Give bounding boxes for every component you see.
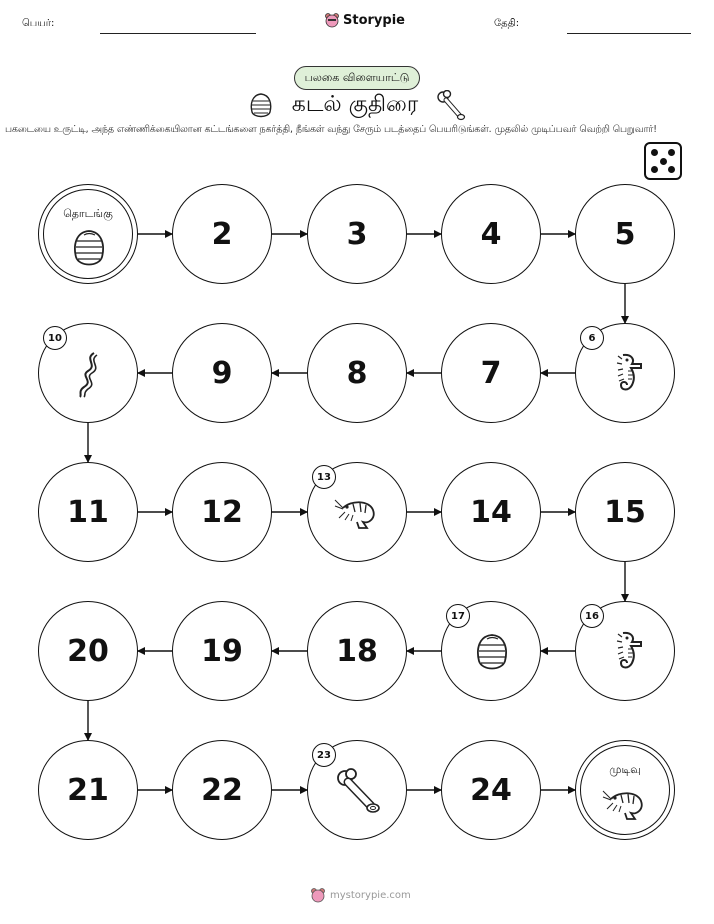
cell-number: 22 bbox=[201, 772, 243, 808]
cell-number: 8 bbox=[346, 355, 368, 391]
board-cell-18[interactable] bbox=[307, 601, 407, 701]
cell-number: 18 bbox=[336, 633, 378, 669]
board-cell-5[interactable] bbox=[575, 184, 675, 284]
finish-label: முடிவு bbox=[609, 763, 641, 776]
date-label: தேதி: bbox=[494, 18, 520, 29]
page-title: கடல் குதிரை bbox=[291, 92, 419, 117]
cell-number: 15 bbox=[604, 494, 646, 530]
cell-number: 24 bbox=[470, 772, 512, 808]
cell-number-badge: 17 bbox=[446, 604, 470, 628]
footer bbox=[310, 887, 411, 903]
bone-icon bbox=[333, 766, 383, 816]
cell-number: 7 bbox=[480, 355, 502, 391]
board-cell-9[interactable] bbox=[172, 323, 272, 423]
cell-number: 4 bbox=[480, 216, 502, 252]
cell-number-badge: 13 bbox=[312, 465, 336, 489]
board-cell-4[interactable] bbox=[441, 184, 541, 284]
board-cell-11[interactable] bbox=[38, 462, 138, 562]
cell-number-badge: 6 bbox=[580, 326, 604, 350]
cell-number: 3 bbox=[346, 216, 368, 252]
cell-number: 21 bbox=[67, 772, 109, 808]
board-cell-17[interactable] bbox=[441, 601, 541, 701]
finish-cell[interactable] bbox=[575, 740, 675, 840]
seahorse-icon bbox=[601, 349, 651, 399]
start-cell[interactable] bbox=[38, 184, 138, 284]
board-cell-16[interactable] bbox=[575, 601, 675, 701]
cell-number: 12 bbox=[201, 494, 243, 530]
shrimp-icon bbox=[333, 488, 383, 538]
shell-icon bbox=[467, 627, 517, 677]
board-cell-2[interactable] bbox=[172, 184, 272, 284]
footer-url: mystorypie.com bbox=[330, 889, 411, 901]
cell-number-badge: 23 bbox=[312, 743, 336, 767]
board-cell-19[interactable] bbox=[172, 601, 272, 701]
board-cell-6[interactable] bbox=[575, 323, 675, 423]
brand-name: Storypie bbox=[343, 12, 405, 28]
cell-number: 5 bbox=[614, 216, 636, 252]
cell-number: 2 bbox=[211, 216, 233, 252]
instructions: பகடையை உருட்டி, அந்த எண்ணிக்கையிலான கட்டங்களை நகர்த்தி, நீங்கள் வந்து சேரும் படத்தைப் பெயரிடுங்கள். முதலில் முடிப்பவர் வெற்றி பெறுவார்! bbox=[5, 124, 658, 135]
board-cell-22[interactable] bbox=[172, 740, 272, 840]
cell-number-badge: 16 bbox=[580, 604, 604, 628]
shell-icon bbox=[64, 223, 114, 273]
bear-icon bbox=[310, 887, 326, 903]
cell-number: 20 bbox=[67, 633, 109, 669]
cell-number: 19 bbox=[201, 633, 243, 669]
board-cell-24[interactable] bbox=[441, 740, 541, 840]
start-label: தொடங்கு bbox=[63, 207, 113, 220]
board-cell-8[interactable] bbox=[307, 323, 407, 423]
seahorse-icon bbox=[601, 627, 651, 677]
board-cell-21[interactable] bbox=[38, 740, 138, 840]
shrimp-icon bbox=[601, 779, 651, 829]
cell-number: 14 bbox=[470, 494, 512, 530]
cell-number-badge: 10 bbox=[43, 326, 67, 350]
game-type-tag: பலகை விளையாட்டு bbox=[294, 66, 420, 90]
board-cell-7[interactable] bbox=[441, 323, 541, 423]
board-cell-14[interactable] bbox=[441, 462, 541, 562]
board-cell-12[interactable] bbox=[172, 462, 272, 562]
board-cell-15[interactable] bbox=[575, 462, 675, 562]
cell-number: 11 bbox=[67, 494, 109, 530]
seaweed-icon bbox=[64, 349, 114, 399]
board-cell-10[interactable] bbox=[38, 323, 138, 423]
board-cell-20[interactable] bbox=[38, 601, 138, 701]
board-cell-13[interactable] bbox=[307, 462, 407, 562]
name-label: பெயர்: bbox=[22, 18, 55, 29]
board-cell-23[interactable] bbox=[307, 740, 407, 840]
cell-number: 9 bbox=[211, 355, 233, 391]
board-cell-3[interactable] bbox=[307, 184, 407, 284]
